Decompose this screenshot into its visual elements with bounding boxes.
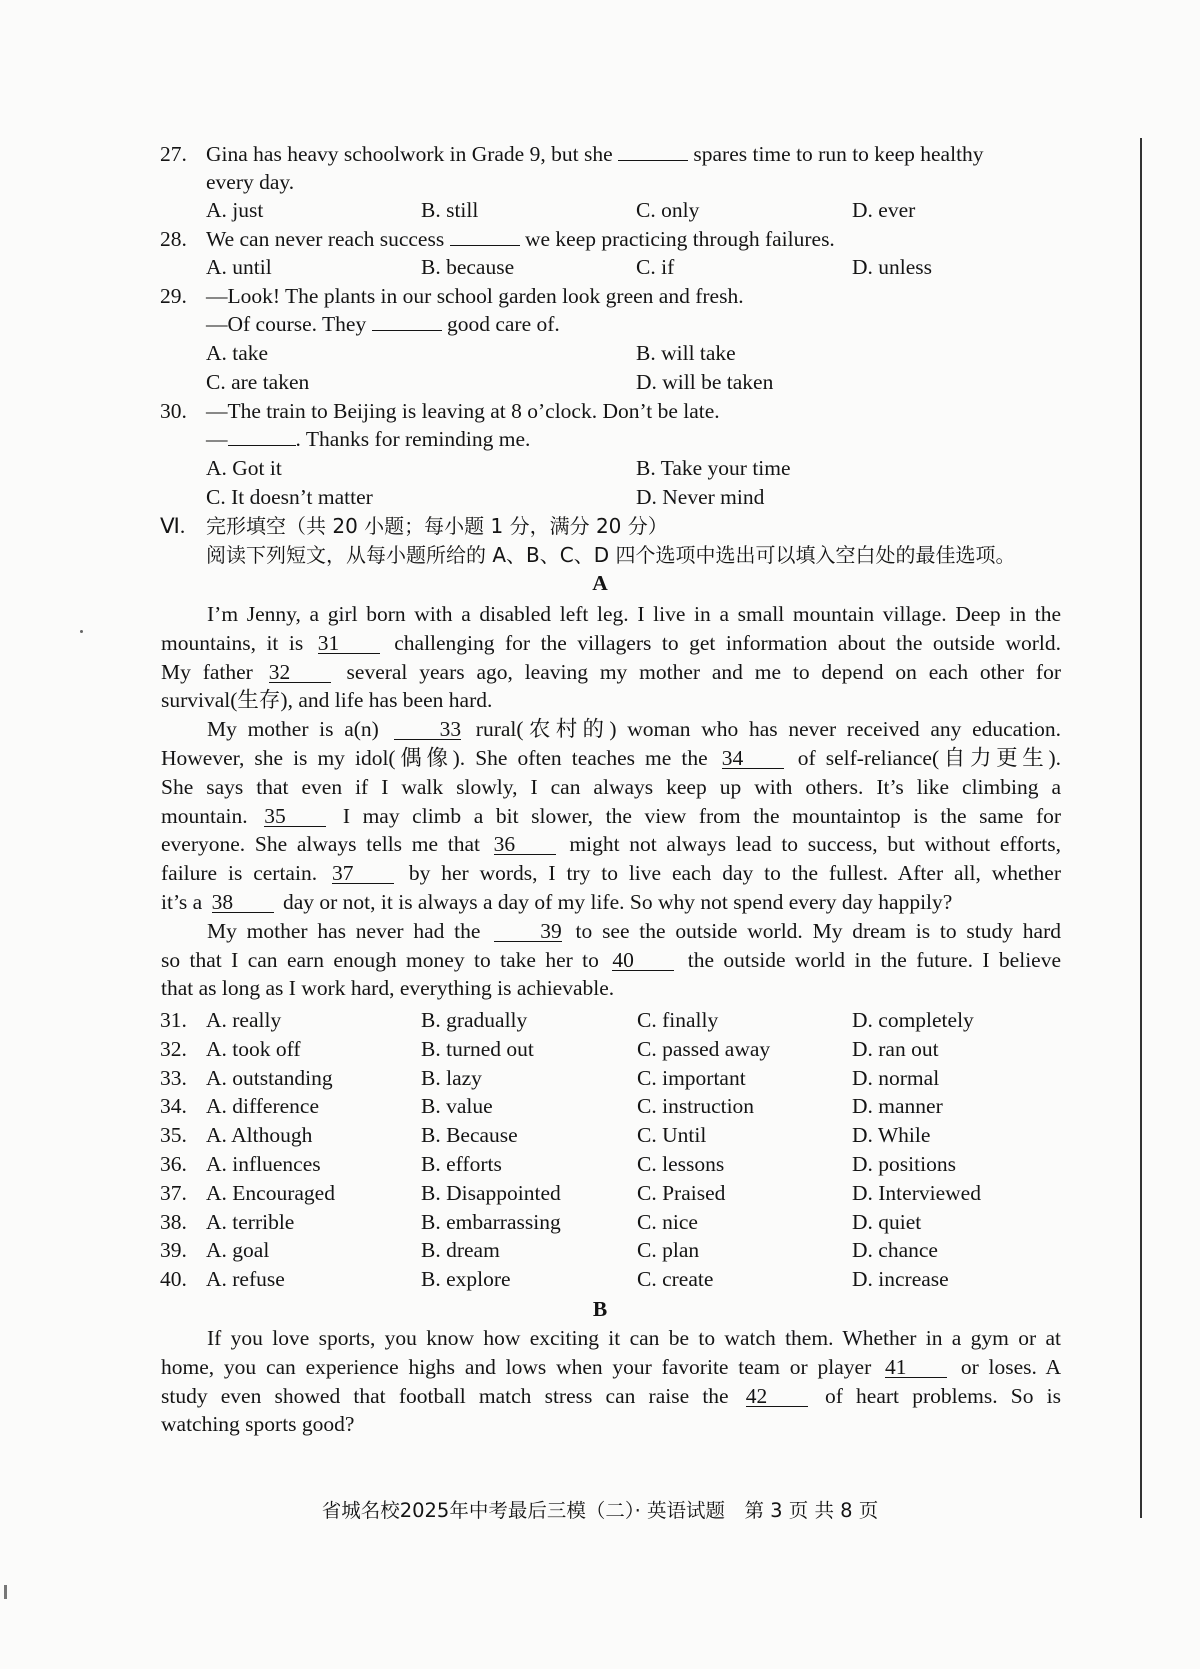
passage-line: survival(生存), and life has been hard. bbox=[161, 688, 493, 713]
cloze-option[interactable]: A. influences bbox=[206, 1152, 321, 1176]
question-28: 28. We can never reach success we keep practicing through failures. bbox=[160, 227, 835, 251]
cloze-option-number: 31. bbox=[160, 1008, 187, 1032]
question-29-cont: —Of course. They good care of. bbox=[206, 312, 560, 336]
question-27: 27. Gina has heavy schoolwork in Grade 9, but she spares time to run to keep healthy bbox=[160, 142, 984, 166]
cloze-option-number: 39. bbox=[160, 1238, 187, 1263]
option[interactable]: B. Take your time bbox=[636, 456, 791, 480]
cloze-option[interactable]: B. Because bbox=[421, 1123, 518, 1148]
answer-blank[interactable] bbox=[618, 141, 688, 161]
option[interactable]: B. because bbox=[421, 255, 515, 279]
cloze-blank-34[interactable]: 34 bbox=[722, 748, 784, 769]
question-27-cont: every day. bbox=[206, 170, 295, 194]
scan-edge-mark bbox=[4, 1585, 7, 1599]
passage-line: home, you can experience highs and lows when your favorite team or player 41 or loses. A bbox=[161, 1354, 1062, 1379]
cloze-blank-41[interactable]: 41 bbox=[885, 1357, 947, 1378]
section-heading: Ⅵ. 完形填空（共 20 小题；每小题 1 分，满分 20 分） bbox=[160, 514, 668, 538]
passage-label-a: A bbox=[592, 571, 608, 595]
cloze-option[interactable]: A. terrible bbox=[206, 1209, 295, 1234]
cloze-option-number: 35. bbox=[160, 1123, 187, 1148]
cloze-option[interactable]: D. quiet bbox=[852, 1209, 922, 1234]
cloze-option[interactable]: B. embarrassing bbox=[421, 1209, 561, 1234]
option[interactable]: C. only bbox=[636, 198, 700, 222]
cloze-blank-39[interactable]: 39 bbox=[494, 921, 562, 942]
cloze-option-number: 40. bbox=[160, 1267, 187, 1292]
option[interactable]: D. Never mind bbox=[636, 485, 765, 509]
cloze-blank-31[interactable]: 31 bbox=[318, 633, 380, 654]
cloze-option[interactable]: D. Interviewed bbox=[852, 1180, 981, 1205]
cloze-option[interactable]: B. efforts bbox=[421, 1152, 502, 1176]
cloze-option[interactable]: C. create bbox=[637, 1267, 714, 1292]
option[interactable]: C. are taken bbox=[206, 370, 310, 394]
cloze-blank-40[interactable]: 40 bbox=[612, 950, 674, 971]
cloze-option[interactable]: B. gradually bbox=[421, 1008, 528, 1032]
cloze-blank-35[interactable]: 35 bbox=[264, 806, 326, 827]
cloze-option[interactable]: A. difference bbox=[206, 1094, 320, 1119]
answer-blank[interactable] bbox=[450, 226, 520, 246]
cloze-option[interactable]: C. Praised bbox=[637, 1180, 726, 1205]
option[interactable]: B. still bbox=[421, 198, 479, 222]
passage-line: mountain. 35 I may climb a bit slower, the view from the mountaintop is the same for bbox=[161, 803, 1062, 828]
cloze-option[interactable]: C. important bbox=[637, 1065, 746, 1090]
passage-line: I’m Jenny, a girl born with a disabled left leg. I live in a small mountain village. Deep in the bbox=[207, 602, 1061, 626]
passage-line: My mother is a(n) 33 rural(农村的) woman who has never received any education. bbox=[207, 717, 1062, 742]
answer-blank[interactable] bbox=[372, 311, 442, 331]
cloze-blank-37[interactable]: 37 bbox=[332, 863, 394, 884]
option[interactable]: B. will take bbox=[636, 341, 736, 365]
cloze-option[interactable]: B. explore bbox=[421, 1267, 511, 1292]
cloze-option-number: 38. bbox=[160, 1209, 187, 1234]
cloze-option[interactable]: C. passed away bbox=[637, 1036, 771, 1061]
passage-line: My mother has never had the 39 to see the outside world. My dream is to study hard bbox=[207, 918, 1062, 943]
cloze-option-number: 32. bbox=[160, 1036, 187, 1061]
cloze-option[interactable]: B. Disappointed bbox=[421, 1180, 561, 1205]
scan-speck bbox=[80, 630, 83, 633]
cloze-option[interactable]: A. really bbox=[206, 1008, 282, 1032]
cloze-option[interactable]: B. turned out bbox=[421, 1036, 534, 1061]
cloze-option[interactable]: D. chance bbox=[852, 1238, 938, 1263]
cloze-option[interactable]: A. Although bbox=[206, 1123, 313, 1148]
passage-line: mountains, it is 31 challenging for the villagers to get information about the outside world. bbox=[161, 630, 1062, 655]
cloze-blank-38[interactable]: 38 bbox=[212, 892, 274, 913]
passage-line: everyone. She always tells me that 36 might not always lead to success, but without efforts, bbox=[161, 832, 1061, 857]
cloze-option[interactable]: C. plan bbox=[637, 1238, 700, 1263]
option[interactable]: D. will be taken bbox=[636, 370, 774, 394]
passage-line: My father 32 several years ago, leaving my mother and me to depend on each other for bbox=[161, 659, 1062, 684]
page-footer: 省城名校2025年中考最后三模（二）· 英语试题 第 3 页 共 8 页 bbox=[321, 1499, 879, 1522]
option[interactable]: C. It doesn’t matter bbox=[206, 485, 373, 509]
cloze-option[interactable]: D. completely bbox=[852, 1008, 974, 1032]
cloze-option[interactable]: A. Encouraged bbox=[206, 1180, 335, 1205]
option[interactable]: A. until bbox=[206, 255, 272, 279]
cloze-option[interactable]: B. value bbox=[421, 1094, 493, 1119]
cloze-blank-32[interactable]: 32 bbox=[269, 662, 331, 683]
question-30-cont: — . Thanks for reminding me. bbox=[206, 427, 531, 451]
cloze-blank-33[interactable]: 33 bbox=[394, 719, 462, 740]
cloze-option[interactable]: C. Until bbox=[637, 1123, 707, 1148]
passage-line: so that I can earn enough money to take her to 40 the outside world in the future. I believe bbox=[161, 947, 1062, 972]
answer-blank[interactable] bbox=[228, 426, 296, 446]
cloze-option[interactable]: D. ran out bbox=[852, 1036, 939, 1061]
cloze-option[interactable]: B. dream bbox=[421, 1238, 500, 1263]
cloze-option-number: 34. bbox=[160, 1094, 187, 1119]
cloze-option-number: 33. bbox=[160, 1065, 187, 1090]
cloze-option[interactable]: D. normal bbox=[852, 1065, 940, 1090]
question-29: 29. —Look! The plants in our school garden look green and fresh. bbox=[160, 284, 744, 308]
option[interactable]: A. just bbox=[206, 198, 264, 222]
cloze-option[interactable]: D. positions bbox=[852, 1152, 956, 1176]
cloze-option[interactable]: A. outstanding bbox=[206, 1065, 333, 1090]
cloze-blank-42[interactable]: 42 bbox=[746, 1386, 808, 1407]
passage-line: However, she is my idol(偶像). She often teaches me the 34 of self-reliance(自力更生). bbox=[161, 745, 1062, 770]
cloze-option[interactable]: C. nice bbox=[637, 1209, 698, 1234]
passage-line: it’s a 38 day or not, it is always a day of my life. So why not spend every day happily? bbox=[161, 889, 953, 914]
option[interactable]: D. unless bbox=[852, 255, 933, 279]
cloze-option-number: 36. bbox=[160, 1152, 187, 1176]
cloze-option[interactable]: C. instruction bbox=[637, 1094, 755, 1119]
cloze-option[interactable]: A. took off bbox=[206, 1036, 301, 1061]
cloze-option[interactable]: D. increase bbox=[852, 1267, 949, 1292]
cloze-option-number: 37. bbox=[160, 1180, 187, 1205]
passage-a bbox=[161, 600, 1061, 1003]
cloze-option[interactable]: A. refuse bbox=[206, 1267, 285, 1292]
passage-line: watching sports good? bbox=[161, 1412, 355, 1437]
option[interactable]: A. Got it bbox=[206, 456, 282, 480]
section-instruction: 阅读下列短文，从每小题所给的 A、B、C、D 四个选项中选出可以填入空白处的最佳选项。 bbox=[206, 543, 1016, 567]
cloze-option[interactable]: C. finally bbox=[637, 1008, 719, 1032]
passage-line: failure is certain. 37 by her words, I try to live each day to the fullest. After all, whether bbox=[161, 861, 1061, 886]
passage-line: If you love sports, you know how exciting it can be to watch them. Whether in a gym or at bbox=[207, 1326, 1061, 1350]
passage-label-b: B bbox=[592, 1297, 608, 1321]
option[interactable]: A. take bbox=[206, 341, 269, 365]
passage-line: She says that even if I walk slowly, I can always keep up with others. It’s like climbing a bbox=[161, 774, 1061, 799]
cloze-option[interactable]: B. lazy bbox=[421, 1065, 482, 1090]
option[interactable]: C. if bbox=[636, 255, 675, 279]
cloze-blank-36[interactable]: 36 bbox=[494, 834, 556, 855]
cloze-option[interactable]: A. goal bbox=[206, 1238, 270, 1263]
cloze-option[interactable]: D. manner bbox=[852, 1094, 943, 1119]
passage-b bbox=[161, 1324, 1061, 1439]
passage-line: that as long as I work hard, everything is achievable. bbox=[161, 976, 615, 1001]
passage-line: study even showed that football match stress can raise the 42 of heart problems. So is bbox=[161, 1383, 1062, 1408]
cloze-option[interactable]: C. lessons bbox=[637, 1152, 725, 1176]
question-30: 30. —The train to Beijing is leaving at 8 o’clock. Don’t be late. bbox=[160, 399, 720, 423]
cloze-option[interactable]: D. While bbox=[852, 1123, 931, 1148]
option[interactable]: D. ever bbox=[852, 198, 916, 222]
